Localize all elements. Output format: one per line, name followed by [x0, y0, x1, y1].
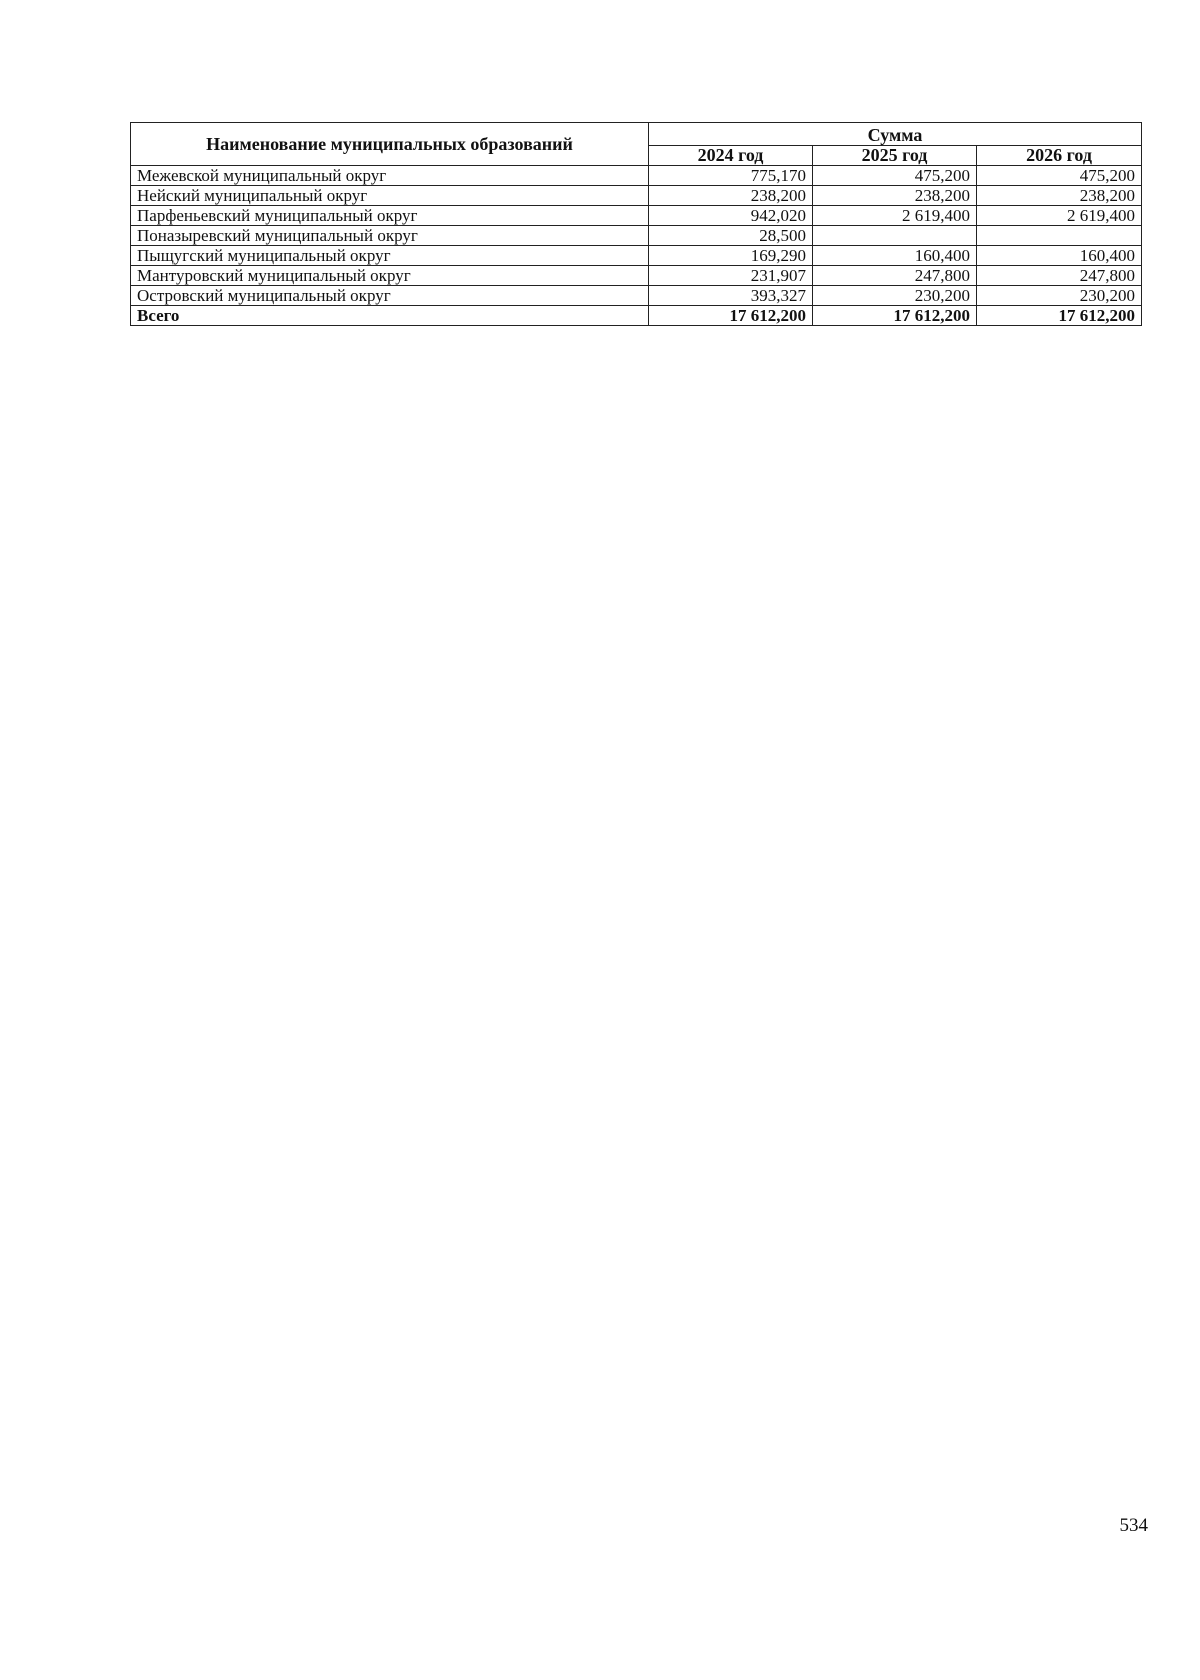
municipality-name-cell: Парфеньевский муниципальный округ [131, 206, 649, 226]
value-2025-cell: 2 619,400 [813, 206, 977, 226]
municipality-name-column-header: Наименование муниципальных образований [131, 123, 649, 166]
total-label-cell: Всего [131, 306, 649, 326]
page-number: 534 [1119, 1515, 1148, 1536]
table-row [131, 206, 1142, 226]
budget-allocation-table [130, 122, 1142, 326]
value-2025-cell: 238,200 [813, 186, 977, 206]
value-2026-cell: 2 619,400 [977, 206, 1142, 226]
value-2025-cell: 230,200 [813, 286, 977, 306]
table-row [131, 166, 1142, 186]
value-2024-cell: 231,907 [649, 266, 813, 286]
value-2025-cell: 160,400 [813, 246, 977, 266]
total-row [131, 306, 1142, 326]
value-2024-cell: 169,290 [649, 246, 813, 266]
year-2026-column-header: 2026 год [977, 146, 1142, 166]
municipality-name-cell: Мантуровский муниципальный округ [131, 266, 649, 286]
value-2024-cell: 775,170 [649, 166, 813, 186]
value-2026-cell: 230,200 [977, 286, 1142, 306]
value-2026-cell: 475,200 [977, 166, 1142, 186]
value-2025-cell: 247,800 [813, 266, 977, 286]
table-row [131, 266, 1142, 286]
value-2026-cell: 160,400 [977, 246, 1142, 266]
value-2024-cell: 238,200 [649, 186, 813, 206]
total-2026-cell: 17 612,200 [977, 306, 1142, 326]
total-2025-cell: 17 612,200 [813, 306, 977, 326]
total-2024-cell: 17 612,200 [649, 306, 813, 326]
year-2025-column-header: 2025 год [813, 146, 977, 166]
municipality-name-cell: Поназыревский муниципальный округ [131, 226, 649, 246]
value-2025-cell: 475,200 [813, 166, 977, 186]
value-2025-cell [813, 226, 977, 246]
value-2024-cell: 28,500 [649, 226, 813, 246]
municipality-name-cell: Островский муниципальный округ [131, 286, 649, 306]
value-2026-cell: 238,200 [977, 186, 1142, 206]
municipality-name-cell: Нейский муниципальный округ [131, 186, 649, 206]
value-2026-cell: 247,800 [977, 266, 1142, 286]
sum-column-group-header: Сумма [649, 123, 1142, 146]
municipality-name-cell: Межевской муниципальный округ [131, 166, 649, 186]
table-row [131, 226, 1142, 246]
table-row [131, 186, 1142, 206]
value-2024-cell: 393,327 [649, 286, 813, 306]
table-row [131, 246, 1142, 266]
municipality-name-cell: Пыщугский муниципальный округ [131, 246, 649, 266]
value-2026-cell [977, 226, 1142, 246]
table-row [131, 286, 1142, 306]
value-2024-cell: 942,020 [649, 206, 813, 226]
year-2024-column-header: 2024 год [649, 146, 813, 166]
